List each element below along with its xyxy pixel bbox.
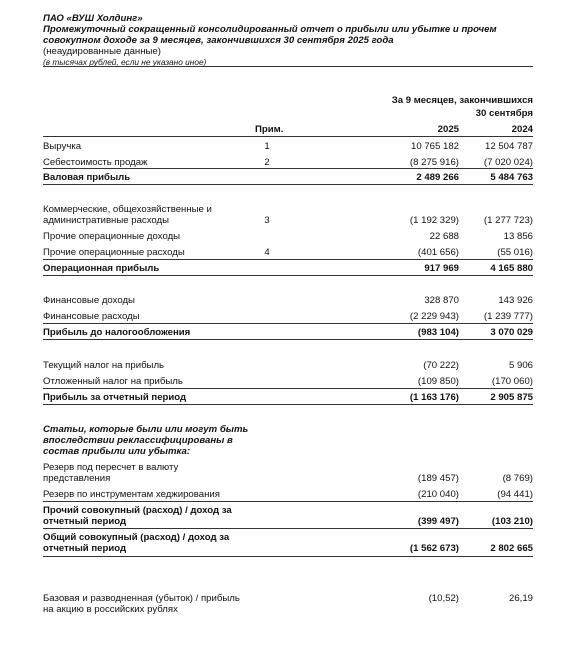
other-income-2024: 13 856 xyxy=(503,231,533,242)
rule-after-gross xyxy=(43,184,533,185)
sga-2024: (1 277 723) xyxy=(483,215,533,226)
revenue-note: 1 xyxy=(264,141,270,152)
units-note: (в тысячах рублей, если не указано иное) xyxy=(43,57,207,67)
oci-total-2025: (399 497) xyxy=(417,516,459,527)
profit-label: Прибыль за отчетный период xyxy=(43,392,187,403)
profit-2025: (1 163 176) xyxy=(409,392,459,403)
rule-after-operating xyxy=(43,275,533,276)
finance-expense-2025: (2 229 943) xyxy=(409,311,459,322)
report-title-line2: совокупном доходе за 9 месяцев, закончившихся 30 сентября 2025 года xyxy=(43,35,394,46)
deferred-tax-label: Отложенный налог на прибыль xyxy=(43,376,183,387)
cost-2024: (7 020 024) xyxy=(483,157,533,168)
pbt-2025: (983 104) xyxy=(417,327,459,338)
sga-2025: (1 192 329) xyxy=(409,215,459,226)
rule-before-profit xyxy=(43,388,533,389)
total-ci-2024: 2 802 665 xyxy=(490,543,533,554)
period-header-line1: За 9 месяцев, закончившихся xyxy=(391,95,533,106)
pbt-2024: 3 070 029 xyxy=(490,327,533,338)
finance-income-2024: 143 926 xyxy=(498,295,533,306)
oci-total-label-line1: Прочий совокупный (расход) / доход за xyxy=(43,505,232,516)
sga-note: 3 xyxy=(264,215,270,226)
profit-2024: 2 905 875 xyxy=(490,392,533,403)
oci-heading-line1: Статьи, которые были или могут быть xyxy=(43,424,249,435)
current-tax-label: Текущий налог на прибыль xyxy=(43,360,165,371)
note-column-header: Прим. xyxy=(255,124,284,135)
rule-after-profit xyxy=(43,404,533,405)
year-2024-header: 2024 xyxy=(511,124,533,135)
other-income-2025: 22 688 xyxy=(429,231,459,242)
year-2025-header: 2025 xyxy=(437,124,459,135)
cost-note: 2 xyxy=(264,157,270,168)
finance-expense-2024: (1 239 777) xyxy=(483,311,533,322)
total-ci-label-line1: Общий совокупный (расход) / доход за xyxy=(43,532,230,543)
rule-before-pbt xyxy=(43,323,533,324)
sga-label-line2: административные расходы xyxy=(43,215,170,226)
operating-profit-label: Операционная прибыль xyxy=(43,263,160,274)
unaudited-note: (неаудированные данные) xyxy=(43,46,161,57)
other-expense-label: Прочие операционные расходы xyxy=(43,247,185,258)
revenue-2024: 12 504 787 xyxy=(484,141,533,152)
sga-label-line1: Коммерческие, общехозяйственные и xyxy=(43,204,212,215)
gross-profit-2025: 2 489 266 xyxy=(416,172,459,183)
operating-profit-2025: 917 969 xyxy=(424,263,459,274)
company-name: ПАО «ВУШ Холдинг» xyxy=(43,13,143,24)
oci-total-label-line2: отчетный период xyxy=(43,516,127,527)
gross-profit-2024: 5 484 763 xyxy=(490,172,533,183)
oci-heading-line3: состав прибыли или убытка: xyxy=(43,446,191,457)
translation-label-line2: представления xyxy=(43,473,111,484)
eps-label-line1: Базовая и разводненная (убыток) / прибыль xyxy=(43,593,240,604)
hedging-label: Резерв по инструментам хеджирования xyxy=(43,489,220,500)
other-expense-2025: (401 656) xyxy=(417,247,459,258)
revenue-2025: 10 765 182 xyxy=(410,141,459,152)
rule-after-total-ci xyxy=(43,556,533,557)
report-title-line1: Промежуточный сокращенный консолидированный отчет о прибыли или убытке и прочем xyxy=(43,24,497,35)
rule-before-operating xyxy=(43,259,533,260)
cost-label: Себестоимость продаж xyxy=(43,157,148,168)
total-ci-2025: (1 562 673) xyxy=(409,543,459,554)
hedging-2025: (210 040) xyxy=(417,489,459,500)
eps-2024: 26,19 xyxy=(508,593,533,604)
current-tax-2024: 5 906 xyxy=(508,360,533,371)
rule-before-gross xyxy=(43,168,533,169)
translation-2024: (8 769) xyxy=(502,473,533,484)
hedging-2024: (94 441) xyxy=(497,489,533,500)
oci-total-2024: (103 210) xyxy=(491,516,533,527)
finance-income-label: Финансовые доходы xyxy=(43,295,135,306)
gross-profit-label: Валовая прибыль xyxy=(43,172,131,183)
rule-before-oci-total xyxy=(43,501,533,502)
finance-expense-label: Финансовые расходы xyxy=(43,311,140,322)
header-rule xyxy=(43,66,533,67)
other-expense-note: 4 xyxy=(264,247,270,258)
rule-after-pbt xyxy=(43,339,533,340)
current-tax-2025: (70 222) xyxy=(423,360,459,371)
eps-label-line2: на акцию в российских рублях xyxy=(43,604,178,615)
cost-2025: (8 275 916) xyxy=(409,157,459,168)
deferred-tax-2024: (170 060) xyxy=(491,376,533,387)
eps-2025: (10,52) xyxy=(428,593,459,604)
translation-label-line1: Резерв под пересчет в валюту xyxy=(43,462,179,473)
column-header-rule xyxy=(43,136,533,137)
operating-profit-2024: 4 165 880 xyxy=(490,263,533,274)
deferred-tax-2025: (109 850) xyxy=(417,376,459,387)
other-income-label: Прочие операционные доходы xyxy=(43,231,181,242)
period-header-line2: 30 сентября xyxy=(475,108,533,119)
translation-2025: (189 457) xyxy=(417,473,459,484)
finance-income-2025: 328 870 xyxy=(424,295,459,306)
oci-heading-line2: впоследствии реклассифицированы в xyxy=(43,435,233,446)
rule-before-total-ci xyxy=(43,528,533,529)
revenue-label: Выручка xyxy=(43,141,82,152)
total-ci-label-line2: отчетный период xyxy=(43,543,127,554)
other-expense-2024: (55 016) xyxy=(497,247,533,258)
pbt-label: Прибыль до налогообложения xyxy=(43,327,191,338)
